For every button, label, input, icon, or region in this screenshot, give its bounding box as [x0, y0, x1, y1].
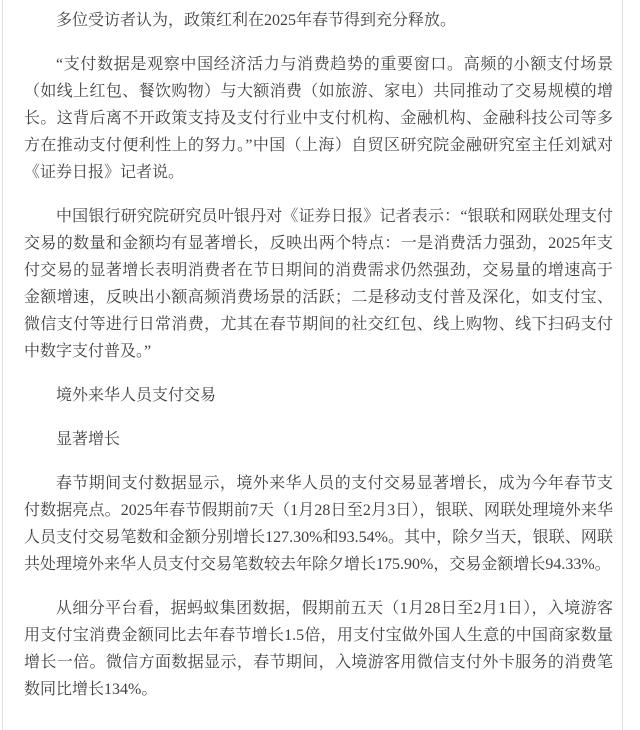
- section-heading-line-2: 显著增长: [56, 431, 121, 448]
- section-heading-line-1: 境外来华人员支付交易: [56, 387, 217, 404]
- paragraph-expert-quote-liubin: “支付数据是观察中国经济活力与消费趋势的重要窗口。高频的小额支付场景（如线上红包、餐饮购物）与大额消费（如旅游、家电）共同推动了交易规模的增长。这背后离不开政策支持及支付行业中支付机构、金融机构、金融科技公司等多方在推动支付便利性上的努力。”中国（上海）自贸区研究院金融研究室主任刘斌对《证券日报》记者说。: [24, 56, 613, 181]
- paragraph-policy-dividend: 多位受访者认为，政策红利在2025年春节得到充分释放。: [56, 12, 457, 29]
- paragraph-inbound-payment-data: 春节期间支付数据显示，境外来华人员的支付交易显著增长，成为今年春节支付数据亮点。2025年春节假期前7天（1月28日至2月3日），银联、网联处理境外来华人员支付交易笔数和金额分别增长127.30%和93.54%。其中，除夕当天，银联、网联共处理境外来华人员支付交易笔数较去年除夕增长175.90%，交易金额增长94.33%。: [24, 475, 613, 573]
- paragraph-expert-quote-yeyindan: 中国银行研究院研究员叶银丹对《证券日报》记者表示：“银联和网联处理支付交易的数量和金额均有显著增长，反映出两个特点：一是消费活力强劲，2025年支付交易的显著增长表明消费者在节日期间的消费需求仍然强劲，交易量的增速高于金额增速，反映出小额高频消费场景的活跃；二是移动支付普及深化，如支付宝、微信支付等进行日常消费，尤其在春节期间的社交红包、线上购物、线下扫码支付中数字支付普及。”: [24, 208, 613, 360]
- paragraph-platform-data: 从细分平台看，据蚂蚁集团数据，假期前五天（1月28日至2月1日），入境游客用支付宝消费金额同比去年春节增长1.5倍，用支付宝做外国人生意的中国商家数量增长一倍。微信方面数据显示，春节期间，入境游客用微信支付外卡服务的消费笔数同比增长134%。: [24, 600, 613, 698]
- article-body: [2, 0, 623, 730]
